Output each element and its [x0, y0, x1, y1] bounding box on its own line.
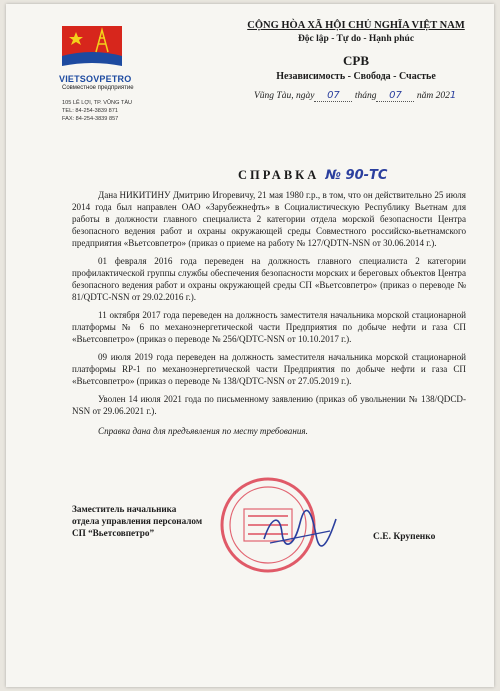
document-body: [72, 189, 466, 443]
brand-name: VIETSOVPETRO: [59, 74, 132, 84]
country-name-vi: CỘNG HÒA XÃ HỘI CHỦ NGHĨA VIỆT NAM: [247, 20, 465, 31]
signature-icon: [260, 509, 340, 549]
body-note: Справка дана для предъявления по месту требования.: [98, 426, 308, 436]
date-year-label: năm 202: [416, 91, 450, 101]
address-line: 105 LÊ LỢI, TP. VŨNG TÀU: [62, 100, 133, 106]
body-paragraph: Уволен 14 июля 2021 года по письменному заявлению (приказ об увольнении № 138/QDCD-NSN от 29.06.2021 г.).: [72, 394, 466, 416]
title-label: СПРАВКА: [238, 168, 320, 182]
signatory-name: С.Е. Крупенко: [373, 532, 436, 542]
signatory-position-line: СП “Вьетсовпетро”: [72, 528, 155, 538]
date-place-label: Vũng Tàu, ngày: [254, 91, 315, 101]
vietsovpetro-logo-icon: [56, 22, 130, 72]
country-abbr-ru: СРВ: [343, 53, 369, 68]
title-number: № 90-ТС: [325, 168, 388, 183]
date-year-suffix: 1: [449, 90, 457, 101]
date-day: 07: [327, 90, 340, 101]
document-title: [238, 168, 387, 183]
signatory-position-line: отдела управления персоналом: [72, 516, 203, 526]
signatory-position-line: Заместитель начальника: [72, 504, 177, 514]
address-line: TEL: 84-254-3839 871: [62, 108, 118, 114]
company-address: [62, 99, 132, 123]
body-paragraph: 11 октября 2017 года переведен на должность заместителя начальника морской стационарной платформы № 6 по механоэнергетической части Предприятия по добыче нефти и газа СП «Вьетсовпетро» (приказ о переводе № 256/QDTC-NSN от 10.10.2017 г.).: [72, 310, 466, 344]
date-month-label: tháng: [354, 91, 377, 101]
motto-ru: Независимость - Свобода - Счастье: [276, 71, 436, 82]
document-date: [254, 90, 456, 102]
motto-vi: Độc lập - Tự do - Hạnh phúc: [297, 34, 415, 44]
body-paragraph: 09 июля 2019 года переведен на должность заместителя начальника морской стационарной платформы RP-1 по механоэнергетической части Предприятия по добыче нефти и газа СП «Вьетсовпетро» (приказ о переводе № 138/QDTC-NSN от 27.05.2019 г.).: [72, 352, 466, 386]
document-page: [6, 4, 494, 687]
brand-subtitle: Совместное предприятие: [62, 85, 134, 91]
address-line: FAX: 84-254-3839 857: [62, 116, 119, 122]
body-paragraph: 01 февраля 2016 года переведен на должность главного специалиста 2 категории профилактической группы службы обеспечения безопасности морских и береговых объектов Центра безопасного ведения работ и охраны окружающей среды СП «Вьетсовпетро» (приказ о переводе № 81/QDTC-NSN от 29.02.2016 г.).: [72, 256, 466, 302]
date-month: 07: [389, 90, 402, 101]
body-paragraph: Дана НИКИТИНУ Дмитрию Игоревичу, 21 мая 1980 г.р., в том, что он действительно 25 июля 2014 года был направлен ОАО «Зарубежнефть» в Социалистическую Республику Вьетнам для работы в должности главного специалиста 2 категории отдела морской безопасности Центра безопасного ведения работ и охраны окружающей среды Совместного российско-вьетнамского предприятия «Вьетсовпетро» (приказ о приеме на работу № 127/QDTN-NSN от 30.06.2014 г.).: [72, 190, 466, 248]
signatory-position: [72, 503, 202, 539]
